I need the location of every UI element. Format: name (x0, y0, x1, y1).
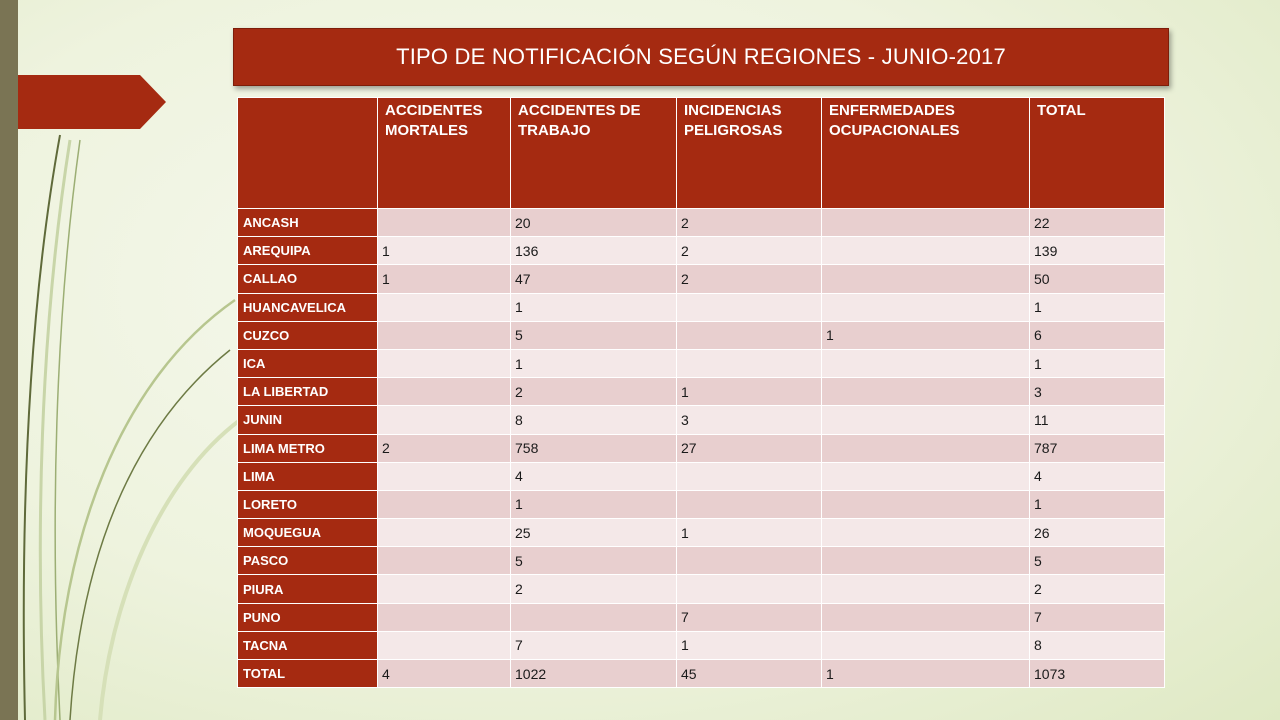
table-row (238, 519, 1165, 547)
table-cell: 45 (677, 660, 822, 688)
region-cell: JUNIN (238, 406, 378, 434)
region-cell: HUANCAVELICA (238, 293, 378, 321)
table-cell: 2 (677, 265, 822, 293)
table-cell (378, 575, 511, 603)
table-cell (677, 293, 822, 321)
table-row (238, 209, 1165, 237)
table-cell: 3 (1030, 378, 1165, 406)
table-cell: 4 (378, 660, 511, 688)
region-cell: PIURA (238, 575, 378, 603)
table-cell (677, 349, 822, 377)
table-header-row (238, 98, 1165, 209)
table-cell: 1 (511, 349, 677, 377)
table-cell (378, 349, 511, 377)
table-row (238, 349, 1165, 377)
table-cell (822, 603, 1030, 631)
page-title: TIPO DE NOTIFICACIÓN SEGÚN REGIONES - JUNIO-2017 (396, 44, 1006, 69)
table-cell: 2 (1030, 575, 1165, 603)
table-cell (378, 462, 511, 490)
table-row (238, 378, 1165, 406)
table-cell: 11 (1030, 406, 1165, 434)
table-row (238, 575, 1165, 603)
table-cell: 4 (1030, 462, 1165, 490)
table-cell (822, 575, 1030, 603)
table-cell (822, 293, 1030, 321)
table-cell (822, 434, 1030, 462)
table-row (238, 434, 1165, 462)
table-cell (822, 349, 1030, 377)
table-cell: 1 (822, 321, 1030, 349)
region-cell: PASCO (238, 547, 378, 575)
table-cell: 758 (511, 434, 677, 462)
table-cell: 1 (822, 660, 1030, 688)
table-cell: 1073 (1030, 660, 1165, 688)
table-cell: 22 (1030, 209, 1165, 237)
table-cell: 139 (1030, 237, 1165, 265)
table-cell: 1 (378, 265, 511, 293)
table-cell: 8 (1030, 631, 1165, 659)
table-cell (822, 490, 1030, 518)
table-cell: 787 (1030, 434, 1165, 462)
table-cell: 1 (1030, 293, 1165, 321)
region-cell: LIMA METRO (238, 434, 378, 462)
table-cell: 3 (677, 406, 822, 434)
table-cell (378, 378, 511, 406)
table-cell: 1 (677, 378, 822, 406)
table-cell: 2 (677, 237, 822, 265)
header-enfermedades-ocupacionales: ENFERMEDADES OCUPACIONALES (822, 98, 1030, 209)
table-cell (822, 519, 1030, 547)
table-row (238, 265, 1165, 293)
table-cell (378, 631, 511, 659)
table-cell: 1 (1030, 490, 1165, 518)
table-cell (677, 490, 822, 518)
table-cell: 2 (511, 378, 677, 406)
table-cell: 7 (511, 631, 677, 659)
header-total: TOTAL (1030, 98, 1165, 209)
arrow-tab-decoration (18, 75, 168, 129)
table-cell (822, 237, 1030, 265)
table-row (238, 631, 1165, 659)
header-incidencias-peligrosas: INCIDENCIAS PELIGROSAS (677, 98, 822, 209)
table-cell (822, 406, 1030, 434)
table-cell: 25 (511, 519, 677, 547)
table-cell (677, 547, 822, 575)
table-cell: 1 (511, 293, 677, 321)
table-cell (677, 321, 822, 349)
table-cell (378, 293, 511, 321)
table-cell: 1 (1030, 349, 1165, 377)
table-row (238, 406, 1165, 434)
table-cell (822, 265, 1030, 293)
table-cell: 2 (677, 209, 822, 237)
header-region (238, 98, 378, 209)
table-cell (822, 378, 1030, 406)
table-cell (378, 490, 511, 518)
table-cell: 2 (378, 434, 511, 462)
table-cell (677, 575, 822, 603)
table-cell (511, 603, 677, 631)
table-cell (822, 631, 1030, 659)
table-cell (378, 603, 511, 631)
table-cell: 26 (1030, 519, 1165, 547)
table-cell (822, 547, 1030, 575)
table-cell (378, 321, 511, 349)
notifications-table (237, 97, 1165, 688)
title-banner (233, 28, 1169, 86)
table-cell: 1 (378, 237, 511, 265)
table-cell: 7 (1030, 603, 1165, 631)
table-cell: 1 (511, 490, 677, 518)
region-cell: LA LIBERTAD (238, 378, 378, 406)
region-cell: PUNO (238, 603, 378, 631)
region-cell: LIMA (238, 462, 378, 490)
table-cell: 2 (511, 575, 677, 603)
table-row (238, 321, 1165, 349)
table-cell: 1 (677, 631, 822, 659)
table-cell (378, 406, 511, 434)
region-cell: AREQUIPA (238, 237, 378, 265)
table-cell: 4 (511, 462, 677, 490)
table-cell (378, 209, 511, 237)
table-cell (378, 547, 511, 575)
table-cell: 5 (511, 547, 677, 575)
region-cell: CUZCO (238, 321, 378, 349)
table-cell (822, 209, 1030, 237)
table-cell: 50 (1030, 265, 1165, 293)
table-cell: 5 (511, 321, 677, 349)
table-row (238, 490, 1165, 518)
table-total-row (238, 660, 1165, 688)
table-cell (378, 519, 511, 547)
table-cell: 27 (677, 434, 822, 462)
region-cell: TOTAL (238, 660, 378, 688)
region-cell: CALLAO (238, 265, 378, 293)
region-cell: ANCASH (238, 209, 378, 237)
table-cell: 7 (677, 603, 822, 631)
table-row (238, 547, 1165, 575)
table-cell (677, 462, 822, 490)
table-cell: 136 (511, 237, 677, 265)
table-cell: 8 (511, 406, 677, 434)
table-cell: 6 (1030, 321, 1165, 349)
table-cell: 47 (511, 265, 677, 293)
table-row (238, 603, 1165, 631)
table-row (238, 293, 1165, 321)
table-cell: 5 (1030, 547, 1165, 575)
region-cell: LORETO (238, 490, 378, 518)
table-row (238, 462, 1165, 490)
region-cell: TACNA (238, 631, 378, 659)
table-cell: 20 (511, 209, 677, 237)
region-cell: ICA (238, 349, 378, 377)
table-row (238, 237, 1165, 265)
region-cell: MOQUEGUA (238, 519, 378, 547)
header-accidentes-de-trabajo: ACCIDENTES DE TRABAJO (511, 98, 677, 209)
table-cell (822, 462, 1030, 490)
table-cell: 1022 (511, 660, 677, 688)
table-cell: 1 (677, 519, 822, 547)
header-accidentes-mortales: ACCIDENTES MORTALES (378, 98, 511, 209)
